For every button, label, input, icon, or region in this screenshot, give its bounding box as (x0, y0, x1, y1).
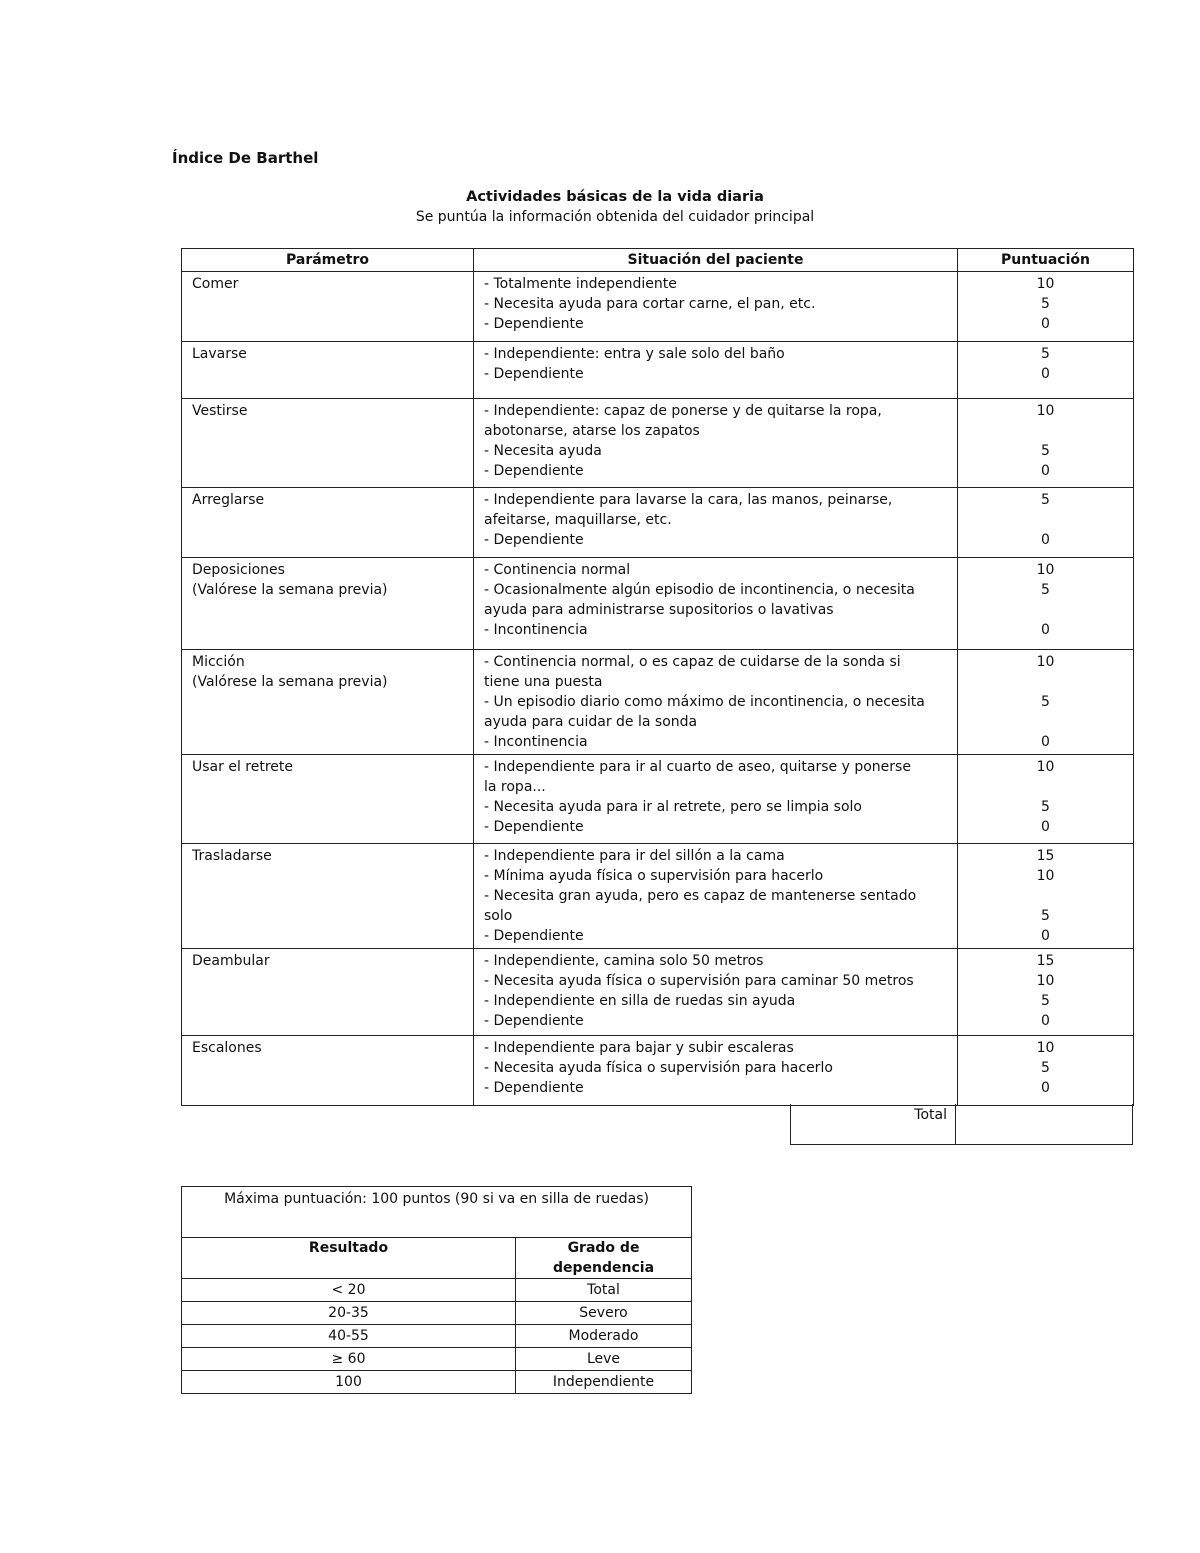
situation-cell-line: - Independiente: entra y sale solo del baño (484, 346, 785, 362)
situation-cell-line: - Necesita ayuda para ir al retrete, pero se limpia solo (484, 799, 862, 815)
situation-cell (474, 272, 958, 342)
score-cell-line: 0 (1041, 1080, 1050, 1096)
scale-row (182, 1371, 692, 1394)
score-cell-line: 0 (1041, 316, 1050, 332)
score-cell (958, 844, 1134, 949)
table-row (182, 342, 1134, 399)
scale-row (182, 1279, 692, 1302)
parameter-cell-line: Deambular (192, 953, 270, 969)
situation-cell-line: - Independiente: capaz de ponerse y de quitarse la ropa, (484, 403, 882, 419)
score-cell-line (958, 421, 1133, 441)
score-cell-line (958, 777, 1133, 797)
score-cell-line: 5 (1041, 346, 1050, 362)
scale-header-row (182, 1238, 692, 1279)
parameter-cell-line: Usar el retrete (192, 759, 293, 775)
situation-cell-line: ayuda para cuidar de la sonda (484, 714, 698, 730)
score-cell-line: 5 (1041, 296, 1050, 312)
result-cell: 100 (182, 1371, 516, 1394)
score-cell (958, 650, 1134, 755)
result-cell: 20-35 (182, 1302, 516, 1325)
situation-cell-line: - Dependiente (484, 1080, 584, 1096)
situation-cell-line: ayuda para administrarse supositorios o lavativas (484, 602, 834, 618)
scale-row (182, 1302, 692, 1325)
parameter-cell (182, 1036, 474, 1106)
parameter-cell (182, 844, 474, 949)
score-cell-line (958, 672, 1133, 692)
score-cell-line: 10 (1036, 562, 1055, 578)
score-cell-line (958, 510, 1133, 530)
situation-cell-line: - Dependiente (484, 463, 584, 479)
parameter-cell-line: (Valórese la semana previa) (192, 674, 388, 690)
table-row (182, 399, 1134, 488)
score-cell-line: 5 (1041, 799, 1050, 815)
score-cell-line (958, 886, 1133, 906)
situation-cell-line: - Dependiente (484, 819, 584, 835)
table-row (182, 272, 1134, 342)
situation-cell-line: la ropa... (484, 779, 546, 795)
score-cell (958, 342, 1134, 399)
situation-cell-line: tiene una puesta (484, 674, 603, 690)
situation-cell-line: - Dependiente (484, 316, 584, 332)
situation-cell (474, 755, 958, 844)
situation-cell (474, 488, 958, 558)
score-cell-line: 15 (1036, 848, 1055, 864)
situation-cell-line: - Mínima ayuda física o supervisión para hacerlo (484, 868, 824, 884)
parameter-cell (182, 650, 474, 755)
score-cell-line: 0 (1041, 366, 1050, 382)
score-cell-line: 10 (1036, 973, 1055, 989)
situation-cell (474, 949, 958, 1036)
score-cell (958, 949, 1134, 1036)
situation-cell-line: - Necesita gran ayuda, pero es capaz de mantenerse sentado (484, 888, 917, 904)
score-cell-line: 5 (1041, 908, 1050, 924)
situation-cell-line: - Necesita ayuda física o supervisión para hacerlo (484, 1060, 833, 1076)
grade-cell: Moderado (516, 1325, 692, 1348)
situation-cell-line: - Ocasionalmente algún episodio de incontinencia, o necesita (484, 582, 915, 598)
situation-cell-line: - Totalmente independiente (484, 276, 677, 292)
score-cell (958, 558, 1134, 650)
table-row (182, 488, 1134, 558)
situation-cell (474, 399, 958, 488)
score-cell-line (958, 600, 1133, 620)
grade-cell: Total (516, 1279, 692, 1302)
score-cell (958, 399, 1134, 488)
table-row (182, 755, 1134, 844)
score-cell-line: 10 (1036, 868, 1055, 884)
score-cell-line: 15 (1036, 953, 1055, 969)
score-cell-line: 10 (1036, 403, 1055, 419)
situation-cell-line: afeitarse, maquillarse, etc. (484, 512, 672, 528)
situation-cell-line: - Dependiente (484, 1013, 584, 1029)
header-grade: Grado de dependencia (516, 1238, 692, 1279)
score-cell (958, 488, 1134, 558)
score-cell-line: 5 (1041, 582, 1050, 598)
situation-cell-line: - Independiente para lavarse la cara, las manos, peinarse, (484, 492, 893, 508)
situation-cell (474, 342, 958, 399)
situation-cell-line: - Continencia normal (484, 562, 631, 578)
score-cell-line: 0 (1041, 734, 1050, 750)
header-row (182, 249, 1134, 272)
situation-cell-line: - Independiente, camina solo 50 metros (484, 953, 764, 969)
situation-cell-line: - Un episodio diario como máximo de incontinencia, o necesita (484, 694, 925, 710)
barthel-body (182, 272, 1134, 1106)
total-label: Total (790, 1104, 956, 1145)
parameter-cell (182, 272, 474, 342)
score-cell-line: 0 (1041, 532, 1050, 548)
situation-cell-line: - Incontinencia (484, 622, 588, 638)
document-title: Índice De Barthel (172, 149, 319, 167)
header-situation: Situación del paciente (474, 249, 958, 272)
parameter-cell (182, 949, 474, 1036)
score-cell-line: 0 (1041, 1013, 1050, 1029)
header-result: Resultado (182, 1238, 516, 1279)
header-parameter: Parámetro (182, 249, 474, 272)
parameter-cell-line: Lavarse (192, 346, 247, 362)
max-score-row (182, 1187, 692, 1238)
total-row (790, 1104, 1133, 1145)
score-cell-line (958, 712, 1133, 732)
situation-cell-line: - Dependiente (484, 532, 584, 548)
table-heading: Actividades básicas de la vida diaria (466, 189, 764, 205)
parameter-cell-line: Deposiciones (192, 562, 285, 578)
situation-cell-line: - Dependiente (484, 366, 584, 382)
total-value (955, 1104, 1133, 1145)
situation-cell (474, 1036, 958, 1106)
grade-cell: Severo (516, 1302, 692, 1325)
situation-cell-line: solo (484, 908, 513, 924)
situation-cell-line: - Necesita ayuda (484, 443, 602, 459)
situation-cell (474, 650, 958, 755)
table-row (182, 650, 1134, 755)
result-cell: < 20 (182, 1279, 516, 1302)
situation-cell-line: - Necesita ayuda para cortar carne, el pan, etc. (484, 296, 816, 312)
situation-cell-line: - Necesita ayuda física o supervisión para caminar 50 metros (484, 973, 914, 989)
max-score-note: Máxima puntuación: 100 puntos (90 si va en silla de ruedas) (182, 1187, 692, 1238)
score-cell-line: 0 (1041, 928, 1050, 944)
score-cell (958, 1036, 1134, 1106)
parameter-cell-line: Micción (192, 654, 245, 670)
parameter-cell (182, 488, 474, 558)
scale-body (182, 1187, 692, 1394)
dependency-scale-table (181, 1186, 692, 1394)
result-cell: 40-55 (182, 1325, 516, 1348)
score-cell-line: 5 (1041, 443, 1050, 459)
situation-cell-line: - Independiente para ir al cuarto de aseo, quitarse y ponerse (484, 759, 911, 775)
situation-cell-line: - Independiente en silla de ruedas sin ayuda (484, 993, 796, 1009)
scale-row (182, 1348, 692, 1371)
score-cell-line: 0 (1041, 463, 1050, 479)
parameter-cell-line: Escalones (192, 1040, 262, 1056)
situation-cell-line: - Continencia normal, o es capaz de cuidarse de la sonda si (484, 654, 901, 670)
situation-cell-line: - Independiente para bajar y subir escaleras (484, 1040, 794, 1056)
parameter-cell-line: Arreglarse (192, 492, 265, 508)
score-cell (958, 272, 1134, 342)
situation-cell-line: - Dependiente (484, 928, 584, 944)
grade-cell: Leve (516, 1348, 692, 1371)
result-cell: ≥ 60 (182, 1348, 516, 1371)
parameter-cell (182, 399, 474, 488)
parameter-cell-line: Comer (192, 276, 239, 292)
situation-cell-line: abotonarse, atarse los zapatos (484, 423, 700, 439)
score-cell-line: 0 (1041, 622, 1050, 638)
situation-cell (474, 844, 958, 949)
score-cell-line: 0 (1041, 819, 1050, 835)
parameter-cell (182, 342, 474, 399)
header-score: Puntuación (958, 249, 1134, 272)
score-cell-line: 5 (1041, 1060, 1050, 1076)
scale-row (182, 1325, 692, 1348)
score-cell (958, 755, 1134, 844)
parameter-cell-line: Vestirse (192, 403, 248, 419)
score-cell-line: 10 (1036, 654, 1055, 670)
parameter-cell (182, 558, 474, 650)
parameter-cell-line: Trasladarse (192, 848, 272, 864)
situation-cell-line: - Incontinencia (484, 734, 588, 750)
score-cell-line: 10 (1036, 276, 1055, 292)
parameter-cell-line: (Valórese la semana previa) (192, 582, 388, 598)
table-subheading: Se puntúa la información obtenida del cuidador principal (415, 209, 815, 225)
table-row (182, 844, 1134, 949)
barthel-index-table (181, 248, 1134, 1106)
table-row (182, 558, 1134, 650)
table-row (182, 949, 1134, 1036)
score-cell-line: 5 (1041, 993, 1050, 1009)
score-cell-line: 5 (1041, 694, 1050, 710)
grade-cell: Independiente (516, 1371, 692, 1394)
situation-cell (474, 558, 958, 650)
situation-cell-line: - Independiente para ir del sillón a la cama (484, 848, 785, 864)
score-cell-line: 10 (1036, 1040, 1055, 1056)
score-cell-line: 10 (1036, 759, 1055, 775)
table-row (182, 1036, 1134, 1106)
parameter-cell (182, 755, 474, 844)
score-cell-line: 5 (1041, 492, 1050, 508)
